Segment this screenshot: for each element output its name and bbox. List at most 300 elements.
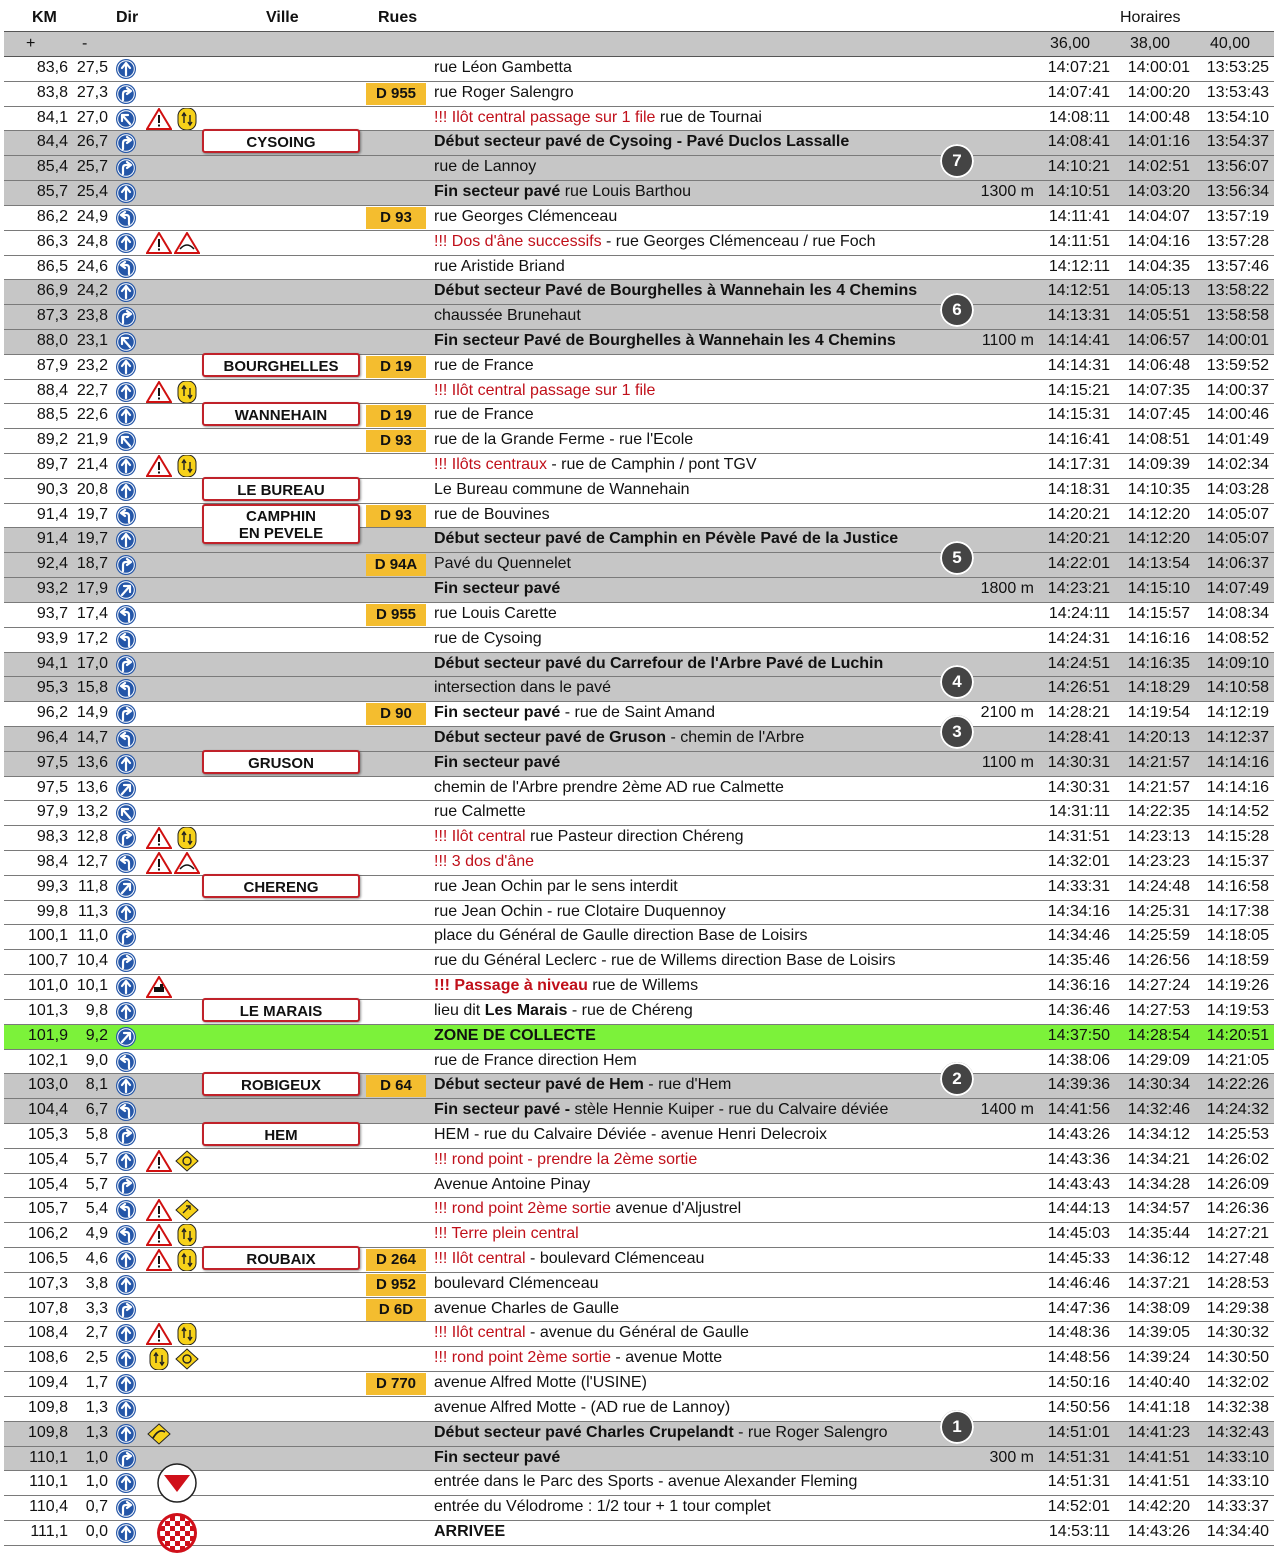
- road-number-badge: D 19: [366, 405, 426, 427]
- road-number-badge: D 955: [366, 604, 426, 626]
- km-remaining: 5,7: [85, 1150, 108, 1168]
- street-text: !!! rond point 2ème sortie: [434, 1200, 611, 1218]
- road-number-badge: D 19: [366, 356, 426, 378]
- direction-left-icon: [114, 257, 140, 279]
- time-40kmh: 14:07:49: [1206, 580, 1269, 598]
- km-remaining: 12,8: [76, 828, 108, 846]
- header-minus: -: [82, 35, 88, 52]
- town-name: HEM: [202, 1122, 360, 1146]
- time-38kmh: 14:07:45: [1127, 406, 1190, 424]
- time-38kmh: 14:29:09: [1127, 1051, 1190, 1069]
- time-38kmh: 14:06:48: [1127, 356, 1190, 374]
- table-row: [4, 628, 1274, 653]
- km-traveled: 98,3: [36, 828, 68, 846]
- time-38kmh: 14:16:35: [1127, 654, 1190, 672]
- island-icon: [174, 1249, 200, 1271]
- warning-signs: [142, 1471, 206, 1495]
- km-traveled: 93,9: [36, 629, 68, 647]
- km-remaining: 14,9: [76, 704, 108, 722]
- table-row: [4, 404, 1274, 429]
- table-row: [4, 672, 1274, 702]
- header-speed-40: 40,00: [1210, 35, 1251, 52]
- time-36kmh: 14:53:11: [1048, 1522, 1110, 1540]
- time-36kmh: 14:31:51: [1047, 828, 1110, 846]
- direction-straight-icon: [114, 356, 140, 378]
- direction-right-icon: [114, 1448, 140, 1470]
- time-40kmh: 13:57:46: [1206, 257, 1269, 275]
- street-instruction: [434, 506, 550, 524]
- street-text: !!! Ilôt central passage sur 1 file: [434, 381, 656, 399]
- km-traveled: 88,0: [36, 331, 68, 349]
- table-row: [4, 479, 1274, 504]
- direction-left-icon: [114, 852, 140, 874]
- time-38kmh: 14:21:57: [1127, 778, 1190, 796]
- km-remaining: 23,8: [76, 307, 108, 325]
- direction-straight-icon: [114, 281, 140, 303]
- street-text: Début secteur pavé de Camphin en Pévèle Pavé de la Justice: [434, 530, 899, 548]
- time-40kmh: 13:58:58: [1206, 307, 1269, 325]
- time-36kmh: 14:07:21: [1047, 59, 1110, 76]
- time-36kmh: 14:24:31: [1047, 629, 1110, 647]
- direction-right-icon: [114, 306, 140, 328]
- km-remaining: 9,2: [85, 1026, 108, 1044]
- street-instruction: [434, 1349, 722, 1367]
- road-number: [366, 1075, 428, 1097]
- km-traveled: 89,2: [36, 431, 68, 449]
- street-instruction: [434, 1275, 599, 1293]
- direction-right-icon: [114, 951, 140, 973]
- street-text: !!! rond point - prendre la 2ème sortie: [434, 1150, 698, 1168]
- km-traveled: 83,8: [36, 83, 68, 101]
- town-label: [202, 1249, 362, 1271]
- table-row: [4, 975, 1274, 1000]
- time-38kmh: 14:41:23: [1127, 1423, 1190, 1441]
- street-instruction: [434, 704, 715, 722]
- time-36kmh: 14:44:13: [1047, 1200, 1110, 1218]
- time-40kmh: 13:57:28: [1206, 232, 1269, 250]
- time-40kmh: 14:18:59: [1206, 952, 1269, 970]
- table-row: [4, 653, 1274, 678]
- time-38kmh: 14:30:34: [1127, 1076, 1190, 1094]
- km-traveled: 109,8: [27, 1423, 68, 1441]
- time-36kmh: 14:34:16: [1047, 902, 1110, 920]
- table-row: [4, 1198, 1274, 1223]
- header-km: KM: [32, 9, 57, 26]
- street-text: rue de Willems: [587, 977, 699, 995]
- time-40kmh: 14:26:36: [1206, 1200, 1269, 1218]
- time-36kmh: 14:51:31: [1047, 1448, 1110, 1466]
- table-row: [4, 578, 1274, 603]
- km-remaining: 27,0: [76, 108, 108, 126]
- warning-signs: [142, 1198, 206, 1222]
- street-text: rue de Cysoing: [434, 629, 542, 647]
- time-36kmh: 14:36:46: [1047, 1001, 1110, 1019]
- direction-left-icon: [114, 1224, 140, 1246]
- table-row: [4, 57, 1274, 82]
- time-40kmh: 14:14:16: [1206, 753, 1269, 771]
- danger-icon: [146, 1224, 172, 1246]
- street-instruction: [434, 1399, 730, 1417]
- time-38kmh: 14:32:46: [1127, 1101, 1190, 1119]
- time-36kmh: 14:07:41: [1047, 83, 1110, 101]
- town-name: CHERENG: [202, 874, 360, 898]
- subheader-row: [4, 31, 1274, 57]
- km-traveled: 107,3: [27, 1274, 68, 1292]
- street-instruction: [434, 1052, 637, 1070]
- street-text: - rue de Saint Amand: [560, 704, 716, 722]
- time-36kmh: 14:18:31: [1047, 480, 1110, 498]
- street-text: lieu dit: [434, 1001, 485, 1019]
- street-instruction: [434, 1101, 888, 1119]
- direction-straight-icon: [114, 232, 140, 254]
- direction-straight-icon: [114, 1348, 140, 1370]
- km-remaining: 4,9: [85, 1225, 108, 1243]
- km-remaining: 5,8: [85, 1125, 108, 1143]
- km-remaining: 2,5: [85, 1349, 108, 1367]
- table-row: [4, 1174, 1274, 1199]
- sector-number-badge: 1: [940, 1410, 974, 1444]
- time-36kmh: 14:41:56: [1047, 1101, 1110, 1119]
- direction-right-icon: [114, 703, 140, 725]
- time-40kmh: 14:01:49: [1206, 431, 1269, 449]
- direction-slight-left-icon: [114, 430, 140, 452]
- direction-slight-right-icon: [114, 778, 140, 800]
- time-40kmh: 13:58:22: [1206, 282, 1269, 300]
- time-38kmh: 14:00:48: [1127, 108, 1190, 126]
- time-40kmh: 14:00:01: [1206, 331, 1269, 349]
- table-row: [4, 801, 1274, 826]
- street-instruction: [434, 655, 883, 673]
- km-traveled: 86,2: [36, 207, 68, 225]
- island-icon: [174, 455, 200, 477]
- table-row: [4, 1248, 1274, 1273]
- street-text: ARRIVEE: [434, 1522, 506, 1540]
- km-traveled: 88,4: [36, 381, 68, 399]
- town-label: [202, 505, 362, 542]
- time-36kmh: 14:24:11: [1048, 604, 1110, 622]
- time-38kmh: 14:34:57: [1127, 1200, 1190, 1218]
- km-remaining: 21,4: [76, 456, 108, 473]
- km-remaining: 21,9: [76, 431, 108, 449]
- km-remaining: 24,9: [76, 207, 108, 225]
- street-text: rue du Général Leclerc - rue de Willems direction Base de Loisirs: [434, 952, 896, 970]
- road-number-badge: D 770: [366, 1373, 426, 1395]
- town-label: [202, 877, 362, 899]
- town-label: [202, 1125, 362, 1147]
- time-40kmh: 14:24:32: [1206, 1101, 1269, 1119]
- town-name: BOURGHELLES: [202, 353, 360, 377]
- right-pass-icon: [174, 1199, 200, 1221]
- table-row: [4, 280, 1274, 305]
- km-traveled: 91,4: [36, 530, 68, 548]
- street-text: rue Jean Ochin - rue Clotaire Duquennoy: [434, 902, 726, 920]
- time-36kmh: 14:43:36: [1047, 1150, 1110, 1168]
- km-traveled: 84,4: [36, 133, 68, 151]
- km-remaining: 22,6: [76, 406, 108, 424]
- km-traveled: 111,1: [30, 1522, 68, 1540]
- time-36kmh: 14:48:36: [1047, 1324, 1110, 1342]
- direction-right-icon: [114, 926, 140, 948]
- time-40kmh: 14:10:58: [1206, 679, 1269, 697]
- km-traveled: 103,0: [27, 1076, 68, 1094]
- street-text: - rue de Chéreng: [567, 1001, 693, 1019]
- street-text: rue de France direction Hem: [434, 1051, 637, 1069]
- street-text: intersection dans le pavé: [434, 679, 611, 697]
- street-instruction: [434, 1374, 647, 1392]
- road-number-badge: D 64: [366, 1075, 426, 1097]
- road-number-badge: D 93: [366, 505, 426, 527]
- km-remaining: 0,7: [85, 1498, 108, 1516]
- table-row: [4, 107, 1274, 132]
- bump-icon: [174, 852, 200, 874]
- table-row: [4, 1223, 1274, 1248]
- time-36kmh: 14:08:41: [1047, 133, 1110, 151]
- time-38kmh: 14:35:44: [1127, 1225, 1190, 1243]
- direction-straight-icon: [114, 976, 140, 998]
- km-traveled: 83,6: [36, 59, 68, 76]
- time-40kmh: 14:00:37: [1206, 381, 1269, 399]
- street-text: chemin de l'Arbre prendre 2ème AD rue Calmette: [434, 778, 784, 796]
- round-icon: [174, 1348, 200, 1370]
- street-instruction: [434, 630, 542, 648]
- street-instruction: [434, 109, 762, 127]
- time-38kmh: 14:05:51: [1127, 307, 1190, 325]
- time-36kmh: 14:11:41: [1048, 207, 1110, 225]
- direction-straight-icon: [114, 1423, 140, 1445]
- time-38kmh: 14:03:20: [1127, 183, 1190, 201]
- street-text: Début secteur pavé du Carrefour de l'Arbre Pavé de Luchin: [434, 654, 884, 672]
- km-remaining: 22,7: [76, 381, 108, 399]
- sector-number-badge: 3: [940, 715, 974, 749]
- direction-straight-icon: [114, 1323, 140, 1345]
- header-row: [4, 6, 1274, 30]
- km-remaining: 4,6: [85, 1250, 108, 1267]
- street-text: - boulevard Clémenceau: [525, 1250, 705, 1267]
- danger-icon: [146, 1199, 172, 1221]
- time-38kmh: 14:41:51: [1127, 1448, 1190, 1466]
- street-text: !!! Ilôts centraux: [434, 456, 547, 473]
- km-traveled: 86,5: [36, 257, 68, 275]
- train-icon: [146, 976, 172, 998]
- street-instruction: [434, 307, 581, 325]
- time-36kmh: 14:26:51: [1047, 679, 1110, 697]
- km-traveled: 86,9: [36, 282, 68, 300]
- direction-left-icon: [114, 728, 140, 750]
- table-row: [4, 355, 1274, 380]
- table-row: [4, 206, 1274, 231]
- table-row: [4, 1298, 1274, 1323]
- direction-slight-left-icon: [114, 108, 140, 130]
- street-text: !!! Ilôt central: [434, 1250, 526, 1267]
- town-name: LE MARAIS: [202, 998, 360, 1022]
- time-38kmh: 14:01:16: [1127, 133, 1190, 151]
- header-speed-36: 36,00: [1050, 35, 1091, 52]
- time-38kmh: 14:39:05: [1127, 1324, 1190, 1342]
- town-label: [202, 480, 362, 502]
- street-instruction: [434, 158, 536, 176]
- table-row: [4, 181, 1274, 206]
- sector-length: 1400 m: [980, 1101, 1034, 1119]
- street-text: Fin secteur Pavé de Bourghelles à Wannehain les 4 Chemins: [434, 331, 896, 349]
- km-remaining: 2,7: [85, 1324, 108, 1342]
- direction-right-icon: [114, 1299, 140, 1321]
- time-40kmh: 14:26:09: [1206, 1175, 1269, 1193]
- sector-number-badge: 5: [940, 541, 974, 575]
- street-text: ZONE DE COLLECTE: [434, 1026, 596, 1044]
- sector-length: 1300 m: [980, 183, 1034, 201]
- danger-icon: [146, 1150, 172, 1172]
- table-row: [4, 925, 1274, 950]
- km-traveled: 93,7: [36, 604, 68, 622]
- street-instruction: [434, 84, 574, 102]
- island-icon: [174, 1224, 200, 1246]
- road-number-badge: D 955: [366, 83, 426, 105]
- direction-slight-left-icon: [114, 331, 140, 353]
- time-36kmh: 14:36:16: [1047, 977, 1110, 995]
- header-rues: Rues: [378, 9, 418, 26]
- header-horaires: Horaires: [1120, 9, 1181, 26]
- street-text: !!! Ilôt central passage sur 1 file: [434, 108, 656, 126]
- table-row: [4, 1124, 1274, 1149]
- street-instruction: [434, 1002, 693, 1020]
- street-instruction: [434, 1473, 857, 1491]
- sector-number-badge: 6: [940, 293, 974, 327]
- street-text: rue Pasteur direction Chéreng: [525, 828, 744, 846]
- time-36kmh: 14:14:31: [1047, 356, 1110, 374]
- table-row: [4, 826, 1274, 851]
- town-name: CAMPHIN EN PEVELE: [202, 504, 360, 544]
- km-traveled: 107,8: [27, 1299, 68, 1317]
- warning-signs: [142, 454, 206, 478]
- sector-length: 300 m: [989, 1448, 1034, 1466]
- time-38kmh: 14:19:54: [1127, 704, 1190, 722]
- time-40kmh: 14:21:05: [1206, 1051, 1269, 1069]
- street-text: !!! Terre plein central: [434, 1225, 579, 1243]
- time-38kmh: 14:16:16: [1127, 629, 1190, 647]
- time-40kmh: 14:32:38: [1206, 1398, 1269, 1416]
- time-40kmh: 14:18:05: [1206, 927, 1269, 945]
- km-traveled: 110,1: [29, 1448, 68, 1466]
- street-text: - chemin de l'Arbre: [666, 728, 805, 746]
- direction-straight-icon: [114, 182, 140, 204]
- table-row: [4, 752, 1274, 777]
- town-label: [202, 405, 362, 427]
- table-row: [4, 1069, 1274, 1099]
- time-36kmh: 14:30:31: [1047, 778, 1110, 796]
- header-plus: +: [26, 35, 36, 52]
- direction-left-icon: [114, 1100, 140, 1122]
- road-number: [366, 356, 428, 378]
- direction-straight-icon: [114, 1001, 140, 1023]
- direction-left-icon: [114, 604, 140, 626]
- street-instruction: [434, 1225, 579, 1243]
- km-traveled: 96,2: [36, 704, 68, 722]
- time-40kmh: 14:33:10: [1206, 1448, 1269, 1466]
- finish-icon: [156, 1512, 198, 1554]
- street-instruction: [434, 1523, 505, 1541]
- time-40kmh: 14:16:58: [1206, 877, 1269, 895]
- direction-right-icon: [114, 1175, 140, 1197]
- time-38kmh: 14:00:20: [1127, 83, 1190, 101]
- direction-straight-icon: [114, 1472, 140, 1494]
- direction-straight-icon: [114, 753, 140, 775]
- direction-straight-icon: [114, 529, 140, 551]
- time-38kmh: 14:13:54: [1127, 555, 1190, 573]
- header-dir: Dir: [116, 9, 139, 26]
- street-instruction: [434, 233, 875, 251]
- time-40kmh: 14:30:50: [1206, 1349, 1269, 1367]
- time-40kmh: 14:06:37: [1206, 555, 1269, 573]
- time-40kmh: 14:14:52: [1206, 803, 1269, 821]
- street-instruction: [434, 1027, 596, 1045]
- table-row: [4, 131, 1274, 156]
- direction-slight-right-icon: [114, 1026, 140, 1048]
- time-40kmh: 14:33:37: [1206, 1498, 1269, 1516]
- direction-straight-icon: [114, 480, 140, 502]
- km-remaining: 11,0: [78, 927, 108, 945]
- time-40kmh: 14:19:53: [1206, 1001, 1269, 1019]
- street-instruction: [434, 258, 565, 276]
- time-36kmh: 14:20:21: [1047, 530, 1110, 548]
- direction-left-icon: [114, 629, 140, 651]
- street-text: Début secteur pavé de Gruson: [434, 728, 667, 746]
- table-row: [4, 721, 1274, 752]
- km-traveled: 100,1: [27, 927, 68, 945]
- time-36kmh: 14:51:31: [1047, 1473, 1110, 1491]
- km-traveled: 106,2: [27, 1225, 68, 1243]
- warning-signs: [142, 1149, 206, 1173]
- time-38kmh: 14:39:24: [1127, 1349, 1190, 1367]
- km-traveled: 101,3: [27, 1001, 68, 1019]
- street-instruction: [434, 605, 557, 623]
- street-text: place du Général de Gaulle direction Base de Loisirs: [434, 927, 808, 945]
- sector-length: 1100 m: [981, 753, 1034, 771]
- km-traveled: 97,5: [36, 778, 68, 796]
- street-text: !!! Passage à niveau: [434, 977, 588, 995]
- km-remaining: 5,7: [85, 1175, 108, 1193]
- street-instruction: [434, 977, 698, 995]
- road-number: [366, 1373, 428, 1395]
- km-remaining: 1,7: [85, 1374, 108, 1392]
- street-text: chaussée Brunehaut: [434, 307, 581, 325]
- street-text: !!! Ilôt central: [434, 1324, 526, 1342]
- direction-right-icon: [114, 827, 140, 849]
- time-36kmh: 14:16:41: [1047, 431, 1110, 449]
- km-traveled: 88,5: [36, 406, 68, 424]
- km-traveled: 105,4: [27, 1175, 68, 1193]
- road-number-badge: D 93: [366, 430, 426, 452]
- danger-icon: [146, 381, 172, 403]
- time-38kmh: 14:34:28: [1127, 1175, 1190, 1193]
- street-instruction: [434, 952, 896, 970]
- road-number: [366, 83, 428, 105]
- km-remaining: 12,7: [76, 853, 108, 870]
- table-row: [4, 1000, 1274, 1025]
- street-instruction: [434, 456, 757, 474]
- street-text: boulevard Clémenceau: [434, 1274, 599, 1292]
- sector-number-badge: 2: [940, 1062, 974, 1096]
- km-traveled: 105,3: [27, 1125, 68, 1143]
- table-row: [4, 528, 1274, 553]
- km-traveled: 96,4: [36, 728, 68, 746]
- table-row: [4, 1471, 1274, 1496]
- table-row: [4, 1416, 1274, 1447]
- km-traveled: 106,5: [27, 1250, 68, 1267]
- road-number: [366, 207, 428, 229]
- street-instruction: [434, 803, 526, 821]
- street-text: !!! Ilôt central: [434, 828, 526, 846]
- direction-left-icon: [114, 1051, 140, 1073]
